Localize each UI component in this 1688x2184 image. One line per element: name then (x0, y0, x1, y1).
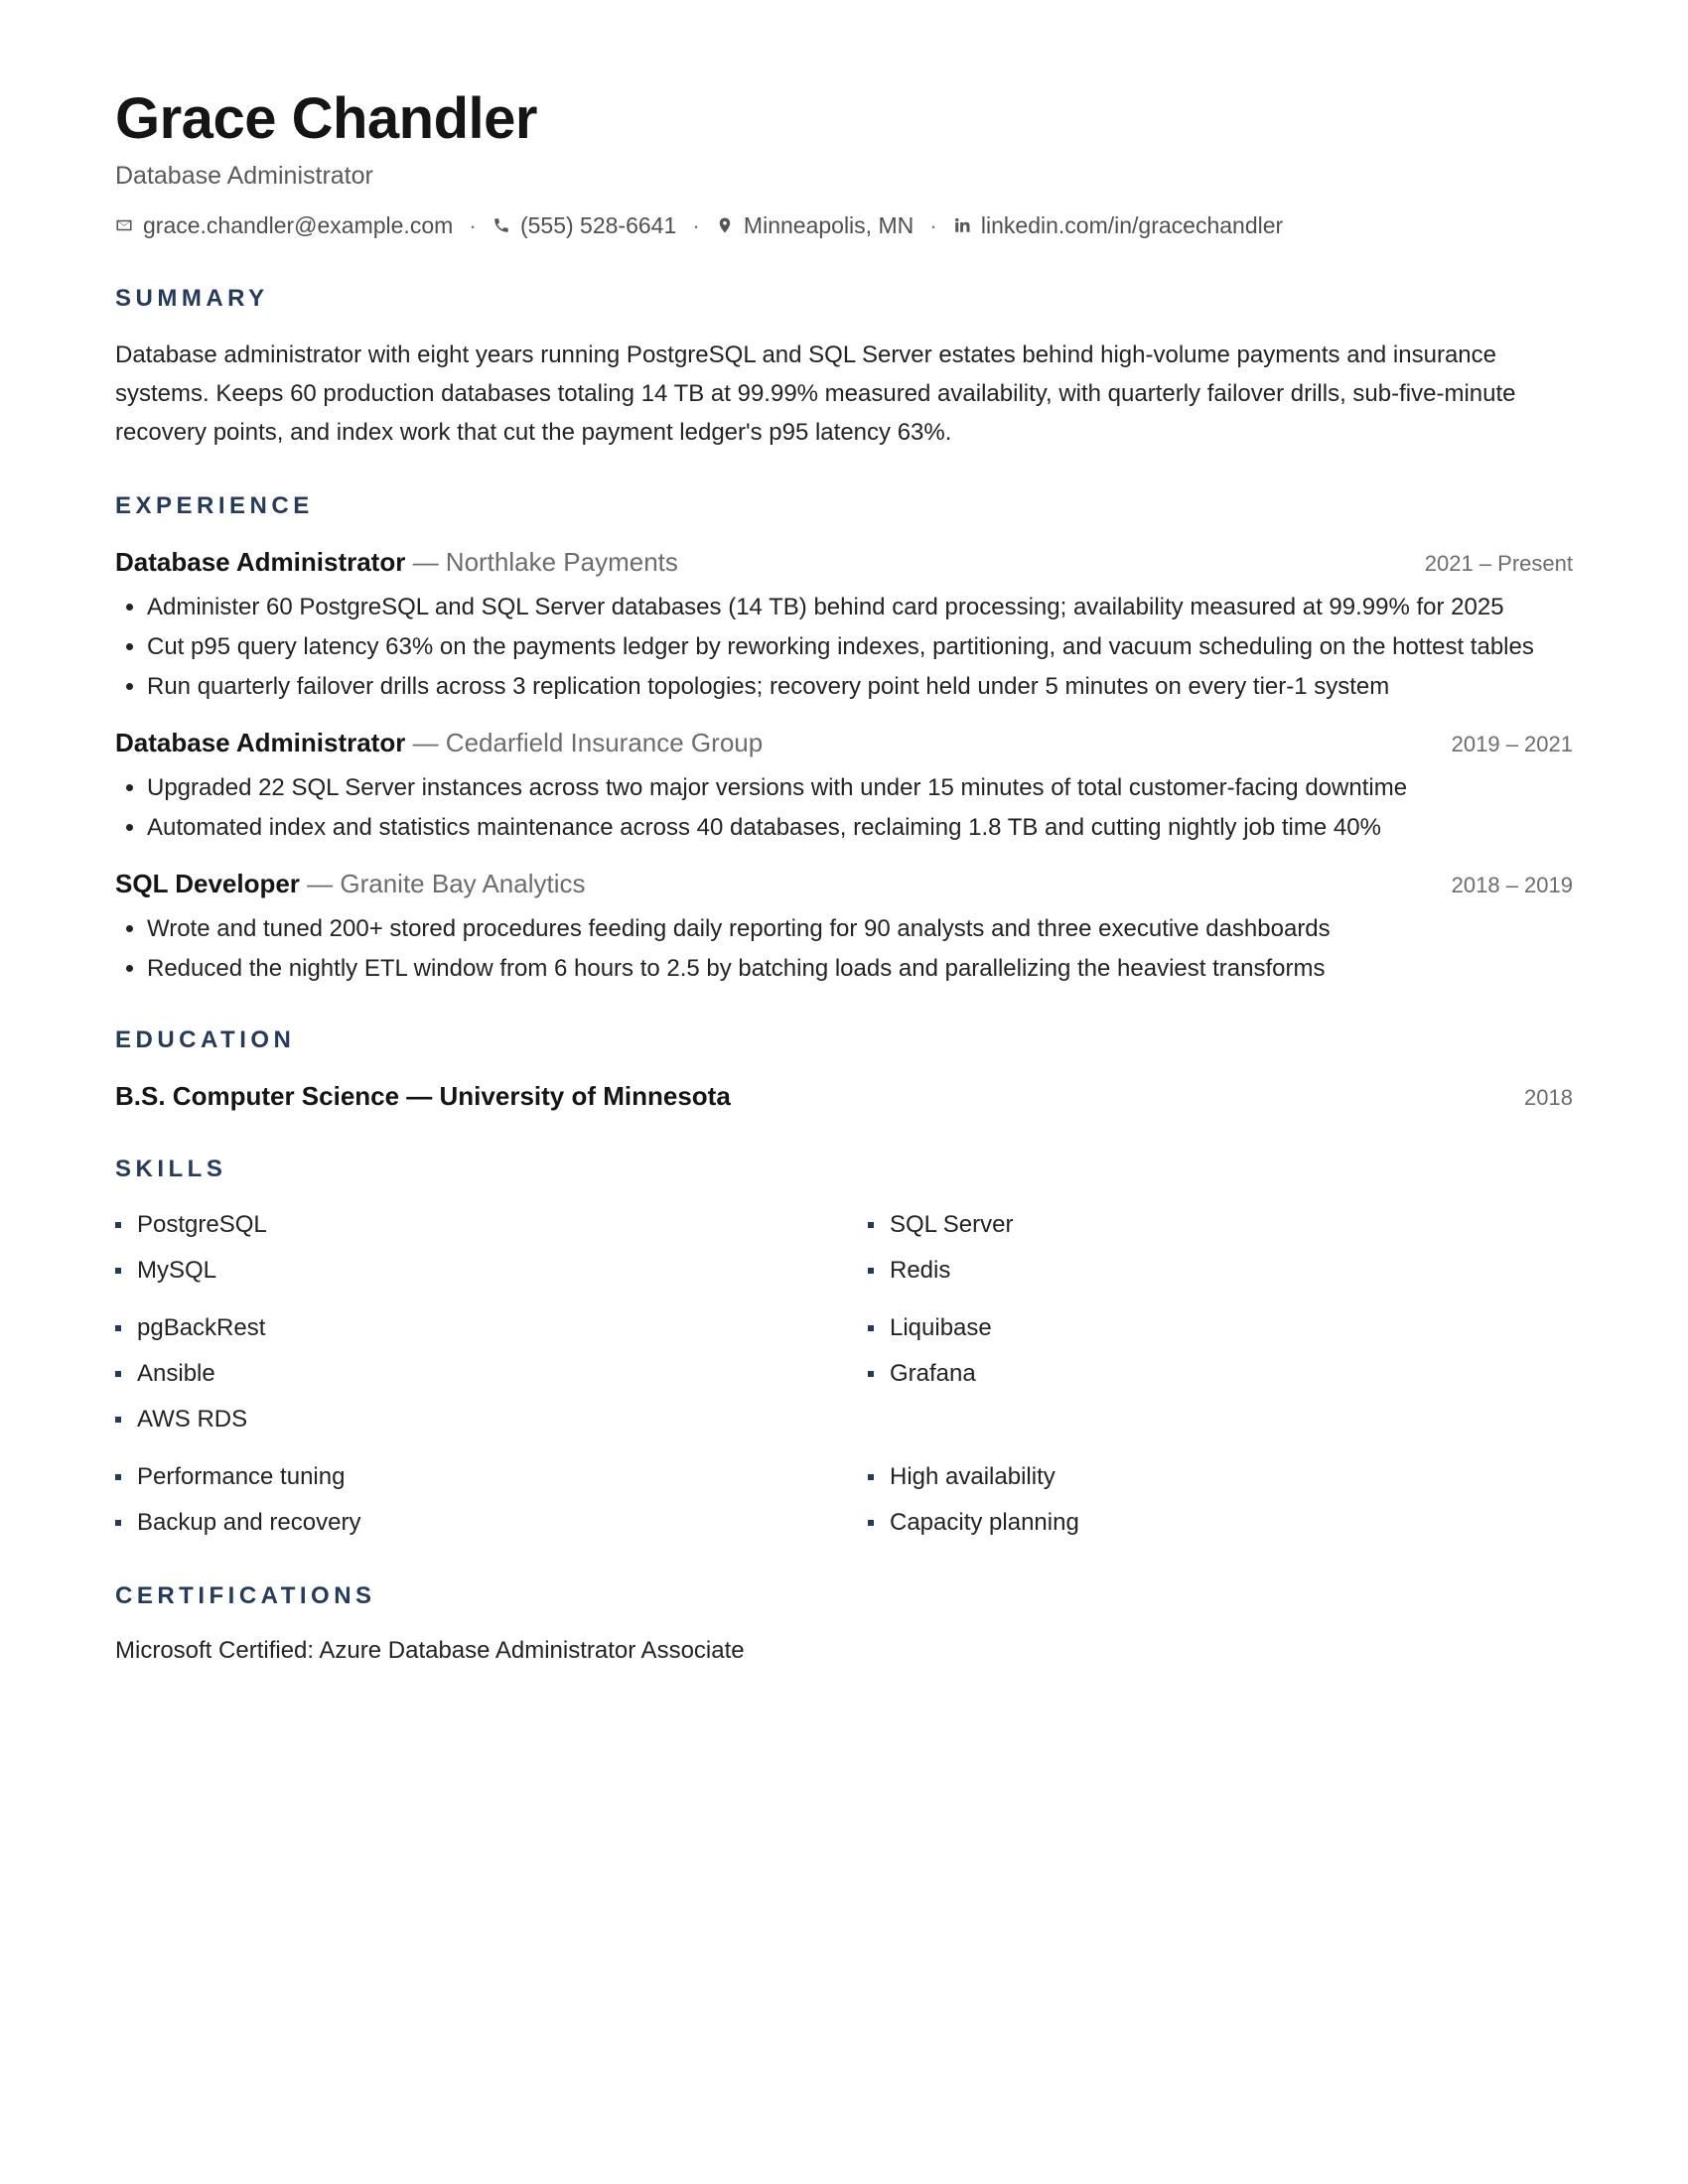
skill-item (115, 1401, 868, 1438)
job-company: — Granite Bay Analytics (299, 869, 586, 898)
job-bullet: • Wrote and tuned 200+ stored procedures feeding daily reporting for 90 analysts and three executive dashboards (147, 910, 1573, 948)
job-header (115, 545, 1573, 581)
section-title-skills: SKILLS (115, 1156, 227, 1182)
square-bullet-icon (115, 1325, 121, 1331)
job-bullets (115, 589, 1573, 706)
job-dates: 2021 – Present (1424, 551, 1573, 576)
section-title-certifications: CERTIFICATIONS (115, 1582, 376, 1609)
mail-icon (115, 216, 133, 234)
skill-item (868, 1309, 1573, 1347)
skill-item (115, 1504, 868, 1542)
skill-label: Redis (890, 1257, 951, 1284)
job-dates: 2019 – 2021 (1451, 732, 1573, 756)
certifications-section (115, 1581, 1573, 1669)
skill-label: Backup and recovery (137, 1509, 361, 1536)
certification-item: Microsoft Certified: Azure Database Administrator Associate (115, 1637, 745, 1664)
job-bullet: • Administer 60 PostgreSQL and SQL Server databases (14 TB) behind card processing; availability measured at 99.99% for 2025 (147, 589, 1573, 626)
phone-icon (492, 216, 510, 234)
resume-page (115, 81, 1573, 1669)
contact-linkedin[interactable] (953, 209, 1283, 241)
square-bullet-icon (115, 1268, 121, 1274)
candidate-role: Database Administrator (115, 162, 373, 190)
square-bullet-icon (115, 1222, 121, 1228)
square-bullet-icon (115, 1520, 121, 1526)
education-degree: B.S. Computer Science — University of Minnesota (115, 1081, 731, 1111)
contact-separator: · (469, 212, 477, 238)
skills-section (115, 1155, 1573, 1542)
skill-label: Liquibase (890, 1314, 992, 1341)
job-bullet: • Run quarterly failover drills across 3 replication topologies; recovery point held under 5 minutes on every tier-1 system (147, 668, 1573, 706)
skill-label: Capacity planning (890, 1509, 1079, 1536)
contact-linkedin-text: linkedin.com/in/gracechandler (980, 212, 1284, 238)
job-title: SQL Developer (115, 869, 300, 898)
summary-text: Database administrator with eight years running PostgreSQL and SQL Server estates behind high-volume payments and insurance systems. Keeps 60 production databases totaling 14 TB at 99.99% measured availability, with quarterly failover drills, sub-five-minute recovery points, and index work that cut the payment ledger's p95 latency 63%. (115, 341, 1516, 446)
skill-label: AWS RDS (137, 1406, 248, 1433)
skill-item (868, 1458, 1573, 1496)
job-entry (115, 726, 1573, 847)
job-bullet: • Reduced the nightly ETL window from 6 hours to 2.5 by batching loads and parallelizing the heaviest transforms (147, 950, 1573, 988)
square-bullet-icon (868, 1222, 874, 1228)
skill-label: Grafana (890, 1360, 976, 1387)
education-entry (115, 1079, 1573, 1115)
job-bullets (115, 769, 1573, 847)
job-entry (115, 867, 1573, 988)
square-bullet-icon (115, 1474, 121, 1480)
job-header (115, 726, 1573, 761)
skill-label: Performance tuning (137, 1463, 346, 1490)
section-title-education: EDUCATION (115, 1026, 296, 1053)
square-bullet-icon (868, 1325, 874, 1331)
skill-item (115, 1252, 868, 1290)
job-entry (115, 545, 1573, 706)
contact-phone[interactable] (492, 209, 676, 241)
skills-group (115, 1309, 1573, 1438)
contact-location (716, 209, 914, 241)
education-year: 2018 (1524, 1085, 1573, 1110)
skill-item (115, 1355, 868, 1393)
section-title-summary: SUMMARY (115, 285, 269, 312)
skill-item (115, 1309, 868, 1347)
square-bullet-icon (868, 1520, 874, 1526)
job-dates: 2018 – 2019 (1451, 873, 1573, 897)
contact-separator: · (692, 212, 700, 238)
contact-location-text: Minneapolis, MN (743, 212, 914, 238)
job-company: — Cedarfield Insurance Group (405, 728, 764, 757)
skill-label: High availability (890, 1463, 1055, 1490)
square-bullet-icon (868, 1474, 874, 1480)
job-bullet: • Upgraded 22 SQL Server instances across two major versions with under 15 minutes of total customer-facing downtime (147, 769, 1573, 807)
job-title: Database Administrator (115, 728, 406, 757)
job-title: Database Administrator (115, 547, 406, 577)
job-company: — Northlake Payments (405, 547, 678, 577)
summary-section (115, 284, 1573, 452)
skills-group (115, 1458, 1573, 1542)
contact-phone-text: (555) 528-6641 (519, 212, 677, 238)
job-bullets (115, 910, 1573, 988)
skill-label: SQL Server (890, 1211, 1014, 1238)
square-bullet-icon (868, 1268, 874, 1274)
skill-label: Ansible (137, 1360, 215, 1387)
contact-row (115, 209, 1573, 241)
skills-group (115, 1206, 1573, 1290)
contact-email[interactable] (115, 209, 453, 241)
contact-email-text: grace.chandler@example.com (143, 212, 454, 238)
square-bullet-icon (115, 1371, 121, 1377)
skill-item (115, 1458, 868, 1496)
skill-label: MySQL (137, 1257, 217, 1284)
candidate-name: Grace Chandler (115, 86, 537, 151)
job-header (115, 867, 1573, 902)
section-title-experience: EXPERIENCE (115, 492, 314, 519)
skill-item (868, 1355, 1573, 1393)
contact-separator: · (929, 212, 937, 238)
location-pin-icon (716, 216, 734, 234)
skill-item (868, 1252, 1573, 1290)
education-section (115, 1025, 1573, 1115)
experience-section (115, 491, 1573, 988)
job-bullet: • Automated index and statistics maintenance across 40 databases, reclaiming 1.8 TB and cutting nightly job time 40% (147, 809, 1573, 847)
square-bullet-icon (115, 1417, 121, 1423)
square-bullet-icon (868, 1371, 874, 1377)
skill-label: PostgreSQL (137, 1211, 267, 1238)
linkedin-icon (953, 216, 971, 234)
job-bullet: • Cut p95 query latency 63% on the payments ledger by reworking indexes, partitioning, and vacuum scheduling on the hottest tables (147, 628, 1573, 666)
skill-item (868, 1206, 1573, 1244)
skill-item (115, 1206, 868, 1244)
skill-label: pgBackRest (137, 1314, 266, 1341)
skill-item (868, 1504, 1573, 1542)
